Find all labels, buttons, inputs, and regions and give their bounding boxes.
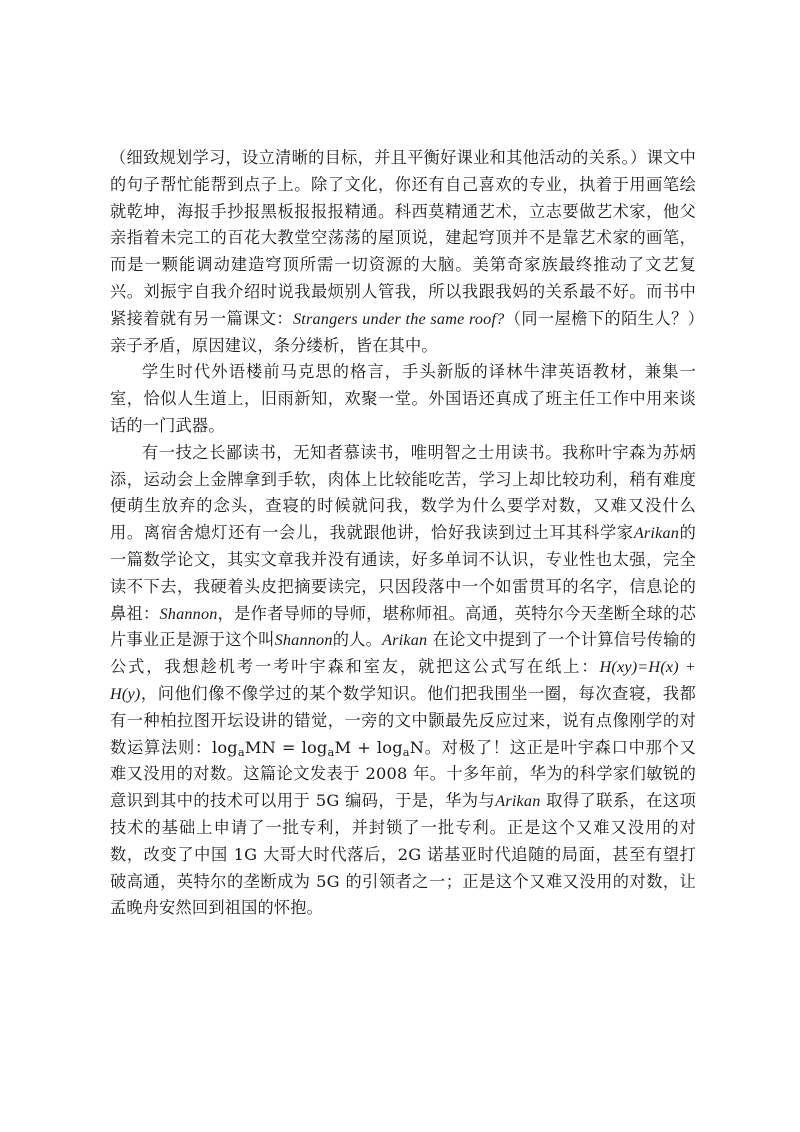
- text-run: ，问他们像不像学过的某个数学知识。他们把我围坐一圈，每次查寝，我都有一种柏拉图开坛设讲的错觉，一旁的文中颢最先反应过来，说有点像刚学的对数运算法则：: [110, 683, 696, 757]
- text-run: 取得了联系，在这项技术的基础上申请了一批专利，并封锁了一批专利。正是这个又难又没用的对数，改变了中国 1G 大哥大时代落后，2G 诺基亚时代追随的局面，甚至有望打破高通，英特尔的垄断成为 5G 的引领者之一；正是这个又难又没用的对数，让孟晚舟安然回到祖国的怀抱。: [110, 791, 696, 918]
- subscript: a: [327, 744, 335, 759]
- paragraph-3: [110, 440, 696, 922]
- text-run: 的人。: [332, 630, 383, 650]
- document-page: [110, 145, 696, 922]
- text-run: ，是作者导师的导师，堪称师祖。高通，英特尔今天垄断全球的芯片事业正是源于这个叫: [110, 603, 696, 650]
- text-run: 的一篇数学论文，其实文章我并没有通读，好多单词不认识，专业性也太强，完全读不下去，我硬着头皮把摘要读完，只因段落中一个如雷贯耳的名字，信息论的鼻祖：: [110, 523, 696, 623]
- subscript: a: [402, 744, 410, 759]
- text-run: N: [409, 737, 425, 757]
- italic-term: H(xy)=H(x) + H(y): [110, 658, 696, 703]
- italic-term: Arikan: [382, 631, 428, 650]
- italic-term: Strangers under the same roof?: [293, 309, 505, 328]
- text-run: 学生时代外语楼前马克思的格言，手头新版的译林牛津英语教材，兼集一室，恰似人生道上，旧雨新知，欢聚一堂。外国语还真成了班主任工作中用来谈话的一门武器。: [110, 362, 696, 435]
- text-run: log: [211, 737, 238, 757]
- subscript: a: [237, 744, 245, 759]
- text-run: 在论文中提到了一个计算信号传输的公式，我想趁机考一考叶宇森和室友，就把这公式写在纸上：: [110, 630, 697, 677]
- text-run: 。对极了！这正是叶宇森口中那个又难又没用的对数。这篇论文发表于 2008 年。十多年前，华为的科学家们敏锐的意识到其中的技术可以用于 5G 编码，于是，华为与: [110, 737, 696, 811]
- text-run: 有一技之长鄙读书，无知者慕读书，唯明智之士用读书。我称叶宇森为苏炳添，运动会上金牌拿到手软，肉体上比较能吃苦，学习上却比较功利，稍有难度便萌生放弃的念头，查寝的时候就问我，数学为什么要学对数，又难又没什么用。离宿舍熄灯还有一会儿，我就跟他讲，恰好我读到过土耳其科学家: [110, 442, 696, 543]
- italic-term: Shannon: [159, 604, 218, 623]
- text-run: （细致规划学习，设立清晰的目标，并且平衡好课业和其他活动的关系。）课文中的句子帮忙能帮到点子上。除了文化，你还有自己喜欢的专业，执着于用画笔绘就乾坤，海报手抄报黑板报报报精通。科西莫精通艺术，立志要做艺术家，他父亲指着未完工的百花大教堂空荡荡的屋顶说，建起穹顶并不是靠艺术家的画笔，而是一颗能调动建造穹顶所需一切资源的大脑。美第奇家族最终推动了文艺复兴。刘振宇自我介绍时说我最烦别人管我，所以我跟我妈的关系最不好。而书中紧接着就有另一篇课文：: [110, 148, 696, 328]
- italic-term: Arikan: [495, 792, 541, 811]
- italic-term: Arikan: [633, 524, 680, 543]
- italic-term: Shannon: [274, 631, 333, 650]
- text-run: MN = log: [244, 737, 328, 757]
- text-run: （同一屋檐下的陌生人？）亲子矛盾，原因建议，条分缕析，皆在其中。: [110, 308, 696, 355]
- paragraph-1: [110, 145, 696, 359]
- paragraph-2: [110, 359, 696, 439]
- text-run: M + log: [334, 737, 403, 757]
